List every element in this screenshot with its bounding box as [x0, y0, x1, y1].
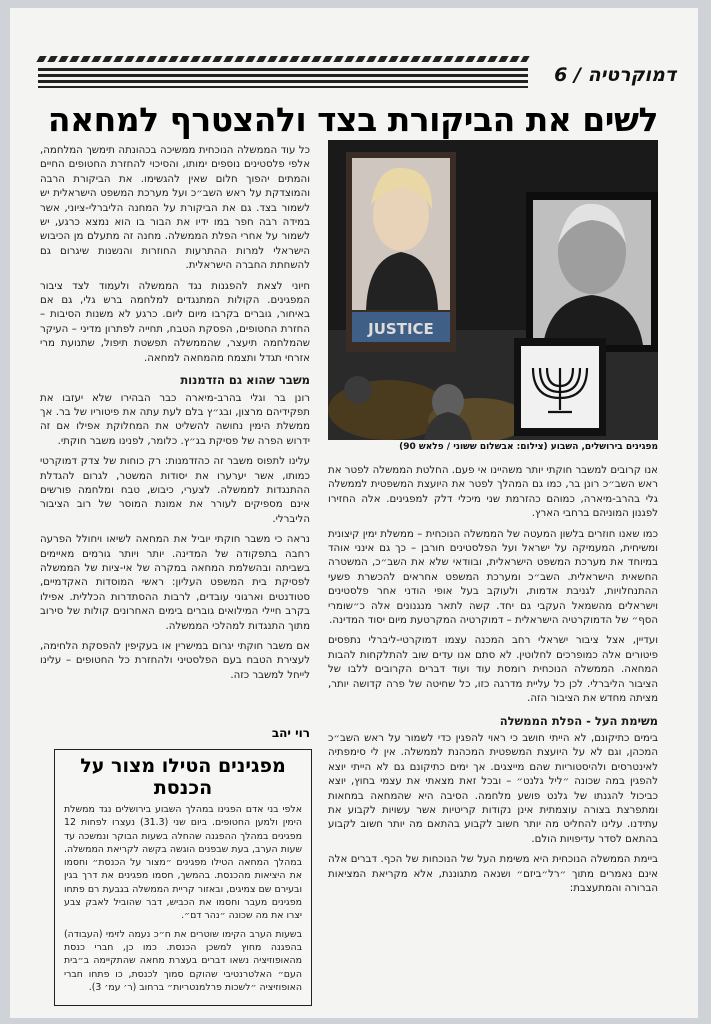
sign-text: JUSTICE: [368, 320, 434, 338]
photo-illustration: [328, 140, 658, 440]
paragraph: בשעות הערב הקימו שוטרים את ח״כ נעמה לזימי (העבודה) בהפגנה מחוץ למשכן הכנסת. כמו כן, חברי כנסת מהאופוזיציה נשאו דברים בעצרת מחאה שהתקיימה ב״בית העם״ האלטרנטיבי שהוקם סמוך לכנסת, כו פתחו חברי האופוזיציה ״לשכות פרלמנטריות״ ברחוב (ר׳ עמ׳ 3).: [64, 928, 302, 993]
paragraph: בימים כתיקונם, לא הייתי חושב כי ראוי להפגין כדי לשמור על ראש השב״כ המכהן, וגם לא על היועצת המשפטית המכהנת לממשלה. אין לי סימפתיה לאינטרסים ולהיסטוריות שהם מייצגים. אך ימים כתיקונם גם לא הייתי יוצא להפגין במה שכונה ״ליל גלנט״ – ובכל זאת מצאתי את עצמי בחוץ, יוצא כביכול להגנתו של גלנט פושע מלחמה. הסיבה היא שהמחאה במחאות ומתפרצת בצורה עוצמתית אינן נקודות קריטיות אשר עשויות לקבוע את עתידנו. עלינו להחליט מה יותר חשוב לקבוע בהתאם מה יותר חשוב לקבוע בהתאם לסדר עדיפויות הולם.: [328, 732, 658, 845]
photo-caption: מפגינים בירושלים, השבוע (צילום: אבשלום ששוני / פלאש 90): [399, 442, 658, 452]
section-header: [38, 56, 676, 92]
paragraph: אם משבר חוקתי יגרום במישרין או בעקיפין להפסקת הלחימה, לעצירת הטבח בעם הפלסטיני ולהחזרת כל החטופים – עלינו לייחל למשבר כזה.: [40, 641, 310, 681]
paragraph: ועדיין, אצל ציבור ישראלי רחב המכנה עצמו דמוקרטי-ליברלי נתפסים פיטורים אלה כמופרכים לחלוטין. לא סתם אנו עדים שוב להתלקחות להבות המחאה. הממשלה הנוכחית רומסת עוד ועוד דברים הקרובים ללבו של הציבור הליברלי. לכן כל עליית מדרגה כזו, כל שחיטה של פרה קדושה יותר, מציתה מחדש את הציבור הזה.: [328, 635, 658, 705]
subheading: משבר שהוא גם הזדמנות: [180, 373, 310, 388]
page-headline: לשים את הביקורת בצד ולהצטרף למחאה: [47, 100, 658, 139]
paragraph: אנו קרובים למשבר חוקתי יותר משהיינו אי פעם. החלטת הממשלה לפטר את ראש השב״כ רונן בר, כמו גם המהלך לפטר את היועצת המשפטית לממשלה גלי בהרב-מיארה, כמוהם כהזרמת שני מיכלי דלק למפגינים. אלה החזירו לפגנון המוניהם ברחבי הארץ.: [328, 465, 658, 520]
sidebar-title: מפגינים הטילו מצור על הכנסת: [80, 755, 286, 799]
paragraph: רונן בר וגלי בהרב-מיארה כבר הבהירו שלא יעזבו את תפקידיהם מרצון, ובג״ץ בלם לעת עתה את פיטוריו של בר. אך ממשלת הימין נחושה להשליט את המחלוקת אפילו אם זה ידרוש הפרה של פסיקת בג״ץ. כלומר, לפנינו משבר חוקתי.: [40, 392, 310, 447]
sidebar-body: [55, 799, 311, 1003]
newspaper-page: [10, 8, 698, 1018]
author-signature: רוי יהב: [271, 726, 310, 740]
paragraph: נראה כי משבר חוקתי יוביל את המחאה לשיאו ויחולל הפרעה רחבה בתפקודה של המדינה. יותר ויותר גורמים מאיימים בשביתה ובהשלמת המחאה במקרה של אי-ציות של הממשלה לפסיקת בית המשפט העליון: ראשי המוסדות האקדמיים, סטודנטים וארגוני עובדים, לרבות ההסתדרות הכללית. אפילו בקרב חיילי המילואים גוברים בימים האחרונים קולות של סירוב מתוך התנגדות למהלכי הממשלה.: [40, 534, 310, 632]
paragraph: ביימת הממשלה הנוכחית היא משימת העל של הנוכחות של הכף. דברים אלה אינם נאמרים מתוך ״רל״ביזם״ ושנאה מתגוננת, אלא מקריאת המציאות הברורה והמתעצבת:: [328, 854, 658, 894]
decorative-rules: [38, 68, 528, 88]
paragraph: כל עוד הממשלה הנוכחית ממשיכה בכהונתה תימשך המלחמה, אלפי פלסטינים נוספים ימותו, והסיכוי להחזרת החטופים החיים והמתים יהפוך חלום שאין להגשימו. את הביקורת הרבה והמוצדקת על ראש השב״כ ועל מערכת המשפט הישראלית יש לשמור בצד. גם את הביקורת על המחנה הליברלי-ציוני, אשר במידה רבה חפר במו ידיו את הבור בו הוא נמצא כרגע, יש לשמור על אחרי הפלת הממשלה. מחנה זה מתעלם מן הכיבוש הישראלי למרות ההתרעות החוזרות והנשנות שיגרום גם להשחתת החברה הישראלית.: [40, 145, 310, 272]
paragraph: כמו שאנו חוזרים בלשון המעטה של הממשלה הנוכחית – ממשלת ימין קיצונית ומשיחית, המעמיקה על ישראל ועל הפלסטינים חורבן – כך גם אינני אוהד במיוחד את מערכת המשפט הישראלית, ובוודאי שלא את השב״כ, המשטרה החשאית הישראלית. השב״כ ומערכת המשפט אחראים להכשרת פשעי ההתנחלויות, לגניבת אדמות, ולעוקב בעל אופי הודני אחר פלסטינים וישראלים מהשמאל העקבי גם יחד. קשה לתאר מנגנונים אלה כ״שומרי הסף״ של הדמוקרטיה הישראלית – דמוקרטיה המקרטעת מיום יסוד המדינה.: [328, 528, 658, 627]
protest-photo: [328, 140, 658, 440]
section-label: דמוקרטיה / 6: [554, 64, 676, 86]
left-column: [40, 144, 310, 689]
paragraph: אלפי בני אדם הפגינו במהלך השבוע בירושלים נגד ממשלת הימין ולמען החטופים. ביום שני (31.3) נעצרו לפחות 12 מפגינים במהלך ההפגנה שהחלה בשעות הבוקר ונמשכה עד שעות הערב, בעת שבפנים הוגשה בקשה לקריאת הממשלה. במהלך המחאה הטילו מפגינים ״מצור על הכנסת״ וחסמו את היציאות מהכנסת. בהמשך, חסמו מפגינים את דרך בגין ובעירם שם צמיגים, ובאזור קריית הממשלה בגבעת רם פתחו מפגינים מעבר וחסמו את הכביש, דבר שהוביל לאבק צבע יצרו את מה שכונה ״נהר דם״.: [64, 804, 302, 922]
decorative-stripes: [36, 56, 529, 62]
paragraph: חיוני לצאת להפגנות נגד הממשלה ולעמוד לצד ציבור המפגינים. הקולות המתנגדים למלחמה ברש גלי, גם אם באיחור, גוברים בקרבו מיום ליום. כרגע לא משנות הסיבות – החזרת החטופים, הפסקת הטבח, תחייה לפתרון מדיני – העיקר שהמלחמה תיעצר, שהממשלה תפשטת תיפול, שתנועת מרי אזרחי תגדל ותצמח מהמחאה למחאה.: [40, 280, 310, 364]
paragraph: עלינו לתפוס משבר זה כהזדמנות: רק כוחות של צדק דמוקרטי כמותו, אשר יערערו את יסודות המשטר, לגרום להגדלת ההתנגדות לממשלה. לצערי, כיבוש, טבח ומלחמה פורשים אינם מספיקים לעורר את אמונת המוסר של רוב הציבור הליברלי.: [40, 456, 310, 525]
right-column: [328, 464, 658, 902]
sidebar-news-box: [54, 749, 312, 1006]
subheading: משימת העל - הפלת הממשלה: [499, 713, 658, 728]
